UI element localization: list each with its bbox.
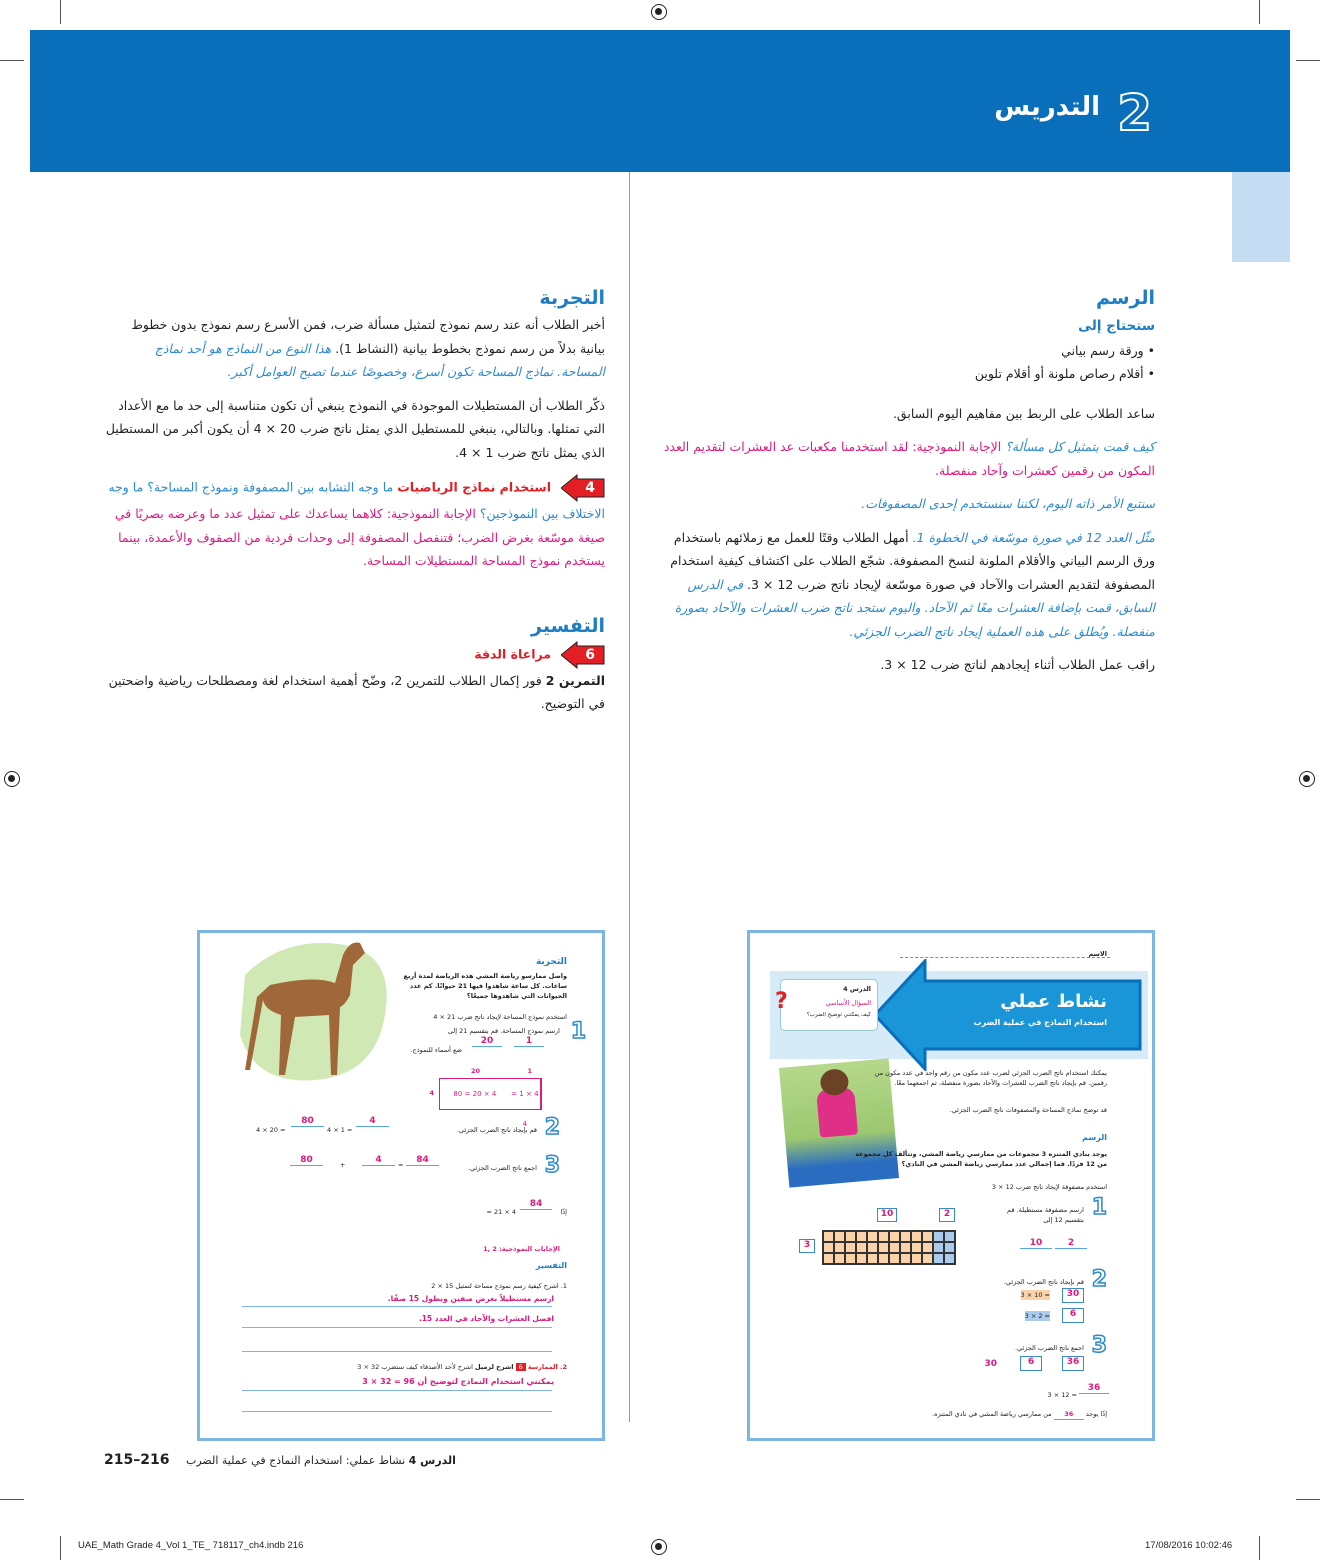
array-cell bbox=[900, 1253, 911, 1264]
paragraph: سنتبع الأمر ذاته اليوم، لكننا سنستخدم إحدى المصفوفات. bbox=[861, 496, 1155, 511]
student-page-thumbnail-left bbox=[197, 930, 605, 1441]
equation: 4 × 1 = bbox=[327, 1126, 353, 1134]
crop-mark bbox=[1296, 60, 1320, 61]
answer-box: 30 bbox=[1062, 1288, 1084, 1303]
lesson-card bbox=[775, 979, 878, 1031]
step-1-tail: ضع أسماء للنموذج. bbox=[410, 1046, 462, 1054]
column-divider bbox=[629, 172, 630, 1422]
answer: افصل العشرات والآحاد في العدد 15. bbox=[418, 1314, 554, 1323]
italic-text: مثّل العدد 12 في صورة موسّعة في الخطوة 1. bbox=[912, 529, 1155, 545]
thumb-heading: الرسم bbox=[1082, 1133, 1107, 1142]
array-cell bbox=[834, 1242, 845, 1253]
array-grid bbox=[822, 1230, 956, 1265]
array-cell bbox=[900, 1242, 911, 1253]
title-arrow bbox=[875, 959, 1145, 1071]
practice-label: استخدام نماذج الرياضيات bbox=[397, 479, 552, 495]
paragraph bbox=[655, 526, 1155, 644]
addend: 30 bbox=[984, 1359, 997, 1369]
crop-mark bbox=[1259, 0, 1260, 24]
model-answer: الإجابة النموذجية: كلاهما يساعدك على تمثيل عدد ما وعرضه بصريًا في صيغة موسّعة بغرض الضرب؛ فتنفصل المصفوفة إلى وحدات فردية من الصفوف والأعمدة، بينما يستخدم نموذج المساحة المستطيلات المساحة. bbox=[114, 506, 605, 568]
intro-text: يمكنك استخدام ناتج الضرب الجزئي لضرب عدد مكون من رقم واحد في عدد مكون من رقمين. قم بإيجاد ناتج الضرب للعشرات والآحاد بصورة منفصلة، ثم اجمعهما معًا. bbox=[874, 1069, 1107, 1087]
answer-blank: 84 bbox=[406, 1155, 439, 1166]
paragraph: ذكّر الطلاب أن المستطيلات الموجودة في النموذج ينبغي أن تكون متناسبة إلى حد ما مع الأعداد التي تمثلها. وبالتالي، ينبغي للمستطيل الذي يمثل ناتج ضرب 20 × 4 أن يكون أكبر من المستطيل الذي يمثل ناتج ضرب 1 × 4. bbox=[105, 397, 605, 460]
question-answer bbox=[655, 435, 1155, 482]
model-label: 20 bbox=[470, 1067, 480, 1075]
step-3-number: 3 bbox=[1091, 1333, 1107, 1358]
text: من ممارسي رياضة المشي في نادي المتنزه. bbox=[932, 1410, 1052, 1418]
array-cell bbox=[889, 1253, 900, 1264]
array-cell bbox=[911, 1253, 922, 1264]
array-cell bbox=[933, 1253, 944, 1264]
array-cell bbox=[911, 1242, 922, 1253]
array-cell bbox=[834, 1231, 845, 1242]
step-2-number: 2 bbox=[544, 1115, 560, 1140]
step-2-text: قم بإيجاد ناتج الضرب الجزئي. bbox=[1003, 1278, 1084, 1286]
crop-mark bbox=[1296, 1499, 1320, 1500]
paragraph: راقب عمل الطلاب أثناء إيجادهم لناتج ضرب 12 × 3. bbox=[880, 657, 1155, 672]
heading-explain: التفسير bbox=[531, 614, 605, 637]
thumb-problem: يوجد بنادي المتنزه 3 مجموعات من ممارسي رياضة المشي، وتتألف كل مجموعة من 12 فردًا. فما إجمالي عدد ممارسي رياضة المشي في النادي؟ bbox=[855, 1150, 1107, 1168]
array-cell bbox=[944, 1253, 955, 1264]
answer-blank: 80 bbox=[290, 1155, 323, 1166]
array-cell bbox=[856, 1253, 867, 1264]
model-label: 1 bbox=[527, 1067, 532, 1075]
array-cell bbox=[889, 1231, 900, 1242]
equation: 3 × 12 = bbox=[1047, 1391, 1077, 1399]
registration-mark-icon bbox=[651, 4, 667, 20]
array-cell bbox=[911, 1231, 922, 1242]
step-2-number: 2 bbox=[1091, 1267, 1107, 1292]
bold-text: اشرح لزميل bbox=[474, 1363, 514, 1371]
answer-blank: 4 bbox=[356, 1116, 389, 1127]
array-cell bbox=[922, 1253, 933, 1264]
paragraph bbox=[105, 669, 605, 716]
registration-mark-icon bbox=[1299, 771, 1315, 787]
array-cell bbox=[845, 1242, 856, 1253]
italic-text: هذا النوع من النماذج هو أحد نماذج المساحة. نماذج المساحة تكون أسرع، وخصوصًا عندما تصبح العوامل أكبر. bbox=[154, 340, 605, 379]
thumb-heading: التجربة bbox=[535, 957, 567, 967]
paragraph bbox=[105, 313, 605, 384]
area-model-cell: 4 × 20 = 80 bbox=[453, 1090, 497, 1098]
math-practice-6 bbox=[105, 641, 605, 669]
text: أمهل الطلاب وقتًا للعمل مع زملائهم باستخدام ورق الرسم البياني والأقلام الملونة لنسخ المصفوفة. شجّع الطلاب على اكتشاف كيفية استخدام المصفوفة لتقديم العشرات والآحاد في صورة موسّعة لإيجاد ناتج ضرب 12 × 3. bbox=[670, 529, 1155, 592]
essential-question-label: السؤال الأساسي bbox=[825, 999, 871, 1007]
material-item: • أقلام رصاص ملونة أو أقلام تلوين bbox=[655, 362, 1155, 386]
page-numbers: 215–216 bbox=[104, 1452, 170, 1468]
practice-number: 6 bbox=[585, 646, 595, 663]
text: فور إكمال الطلاب للتمرين 2، وضّح أهمية استخدام لغة ومصطلحات رياضية واضحتين في التوضيح. bbox=[108, 672, 605, 711]
exercise-2 bbox=[357, 1362, 567, 1372]
exercise-label: 2. الممارسة bbox=[527, 1363, 567, 1371]
array-cell bbox=[856, 1242, 867, 1253]
step-3-text: اجمع ناتج الضرب الجزئي. bbox=[1014, 1344, 1084, 1352]
right-column bbox=[655, 283, 1155, 687]
crop-mark bbox=[0, 1499, 24, 1500]
area-model-cell: 4 × 1 = 4 bbox=[510, 1079, 541, 1109]
array-cell bbox=[922, 1231, 933, 1242]
intro-text: قد توضح نماذج المساحة والمصفوفات ناتج الضرب الجزئي. bbox=[949, 1106, 1107, 1114]
step-3-text: اجمع ناتج الضرب الجزئي. bbox=[467, 1164, 537, 1172]
essential-question: كيف يمكنني توضيح الضرب؟ bbox=[806, 1012, 871, 1018]
answer-blank: 10 bbox=[1020, 1238, 1052, 1249]
array-cell bbox=[878, 1231, 889, 1242]
registration-mark-icon bbox=[4, 771, 20, 787]
step-3-number: 3 bbox=[544, 1153, 560, 1178]
practice-arrow-badge bbox=[561, 641, 605, 669]
material-item: • ورقة رسم بياني bbox=[655, 339, 1155, 363]
array-cell bbox=[845, 1231, 856, 1242]
step-2-text: قم بإيجاد ناتج الضرب الجزئي. bbox=[456, 1126, 537, 1134]
array-cell bbox=[933, 1242, 944, 1253]
file-slug: UAE_Math Grade 4_Vol 1_TE_ 718117_ch4.indb 216 bbox=[78, 1540, 304, 1551]
array-cell bbox=[823, 1231, 834, 1242]
thumb-use: استخدم مصفوفة لإيجاد ناتج ضرب 12 × 3 bbox=[991, 1183, 1107, 1191]
result-prefix: إذًا bbox=[560, 1208, 567, 1216]
answer-box: 6 bbox=[1062, 1308, 1084, 1323]
practice-label: مراعاة الدقة bbox=[474, 646, 552, 661]
practice-badge: 6 bbox=[516, 1363, 526, 1371]
timestamp: 17/08/2016 10:02:46 bbox=[1145, 1540, 1233, 1551]
crop-mark bbox=[1259, 1536, 1260, 1560]
array-cell bbox=[889, 1242, 900, 1253]
materials-list bbox=[655, 339, 1155, 386]
italic-text: في الدرس السابق، قمت بإضافة العشرات معًا ثم الآحاد. واليوم ستجد ناتج ضرب العشرات والآحاد بصورة منفصلة. ويُطلق على هذه العملية إيجاد ناتج الضرب الجزئي. bbox=[674, 576, 1155, 639]
equation: 3 × 2 = bbox=[1024, 1312, 1050, 1320]
answer-blank: 80 bbox=[291, 1116, 324, 1127]
array-cell bbox=[878, 1242, 889, 1253]
practice-number: 4 bbox=[585, 480, 595, 496]
left-column bbox=[105, 283, 605, 726]
heading-explore: التجربة bbox=[539, 287, 605, 309]
array-cell bbox=[856, 1231, 867, 1242]
array-label: 2 bbox=[939, 1208, 955, 1222]
section-number: 2 bbox=[1117, 84, 1152, 142]
answer-blank: 36 bbox=[1079, 1383, 1109, 1394]
registration-mark-icon bbox=[651, 1539, 667, 1555]
array-cell bbox=[834, 1253, 845, 1264]
model-answers: الإجابات النموذجية: 2 ,1 bbox=[483, 1245, 560, 1253]
array-cell bbox=[900, 1231, 911, 1242]
array-cell bbox=[944, 1242, 955, 1253]
math-practice-4 bbox=[105, 474, 605, 573]
lesson-title: نشاط عملي: استخدام النماذج في عملية الضرب bbox=[186, 1454, 406, 1467]
materials-heading: ستحتاج إلى bbox=[1078, 318, 1155, 334]
array-cell bbox=[878, 1253, 889, 1264]
step-1-text: ارسم نموذج المساحة. قم بتقسيم 21 إلى bbox=[447, 1027, 560, 1035]
crop-mark bbox=[60, 1536, 61, 1560]
text: إذًا يوجد bbox=[1085, 1410, 1107, 1418]
array-cell bbox=[845, 1253, 856, 1264]
step-1-text: ارسم مصفوفة مستطيلة. قم بتقسيم 12 إلى bbox=[1007, 1206, 1084, 1224]
crop-mark bbox=[60, 0, 61, 24]
section-title: التدريس bbox=[994, 92, 1100, 122]
answer: ارسم مستطيلاً بعرض صفين وبطول 15 صفًا. bbox=[387, 1294, 554, 1303]
thumb-problem: واصل ممارسو رياضة المشي هذه الرياضة لمدة أربع ساعات. كل ساعة شاهدوا فيها 21 حيوانًا. كم عدد الحيوانات التي شاهدوها جميعًا؟ bbox=[403, 972, 567, 1000]
practice-arrow-badge bbox=[561, 474, 605, 502]
equation: 4 × 20 = bbox=[256, 1126, 286, 1134]
area-model bbox=[439, 1078, 542, 1128]
equals-sign: = bbox=[398, 1161, 404, 1169]
answer-blank: 4 bbox=[362, 1155, 395, 1166]
thumb-use: استخدم نموذج المساحة لإيجاد ناتج ضرب 21 × 4 bbox=[433, 1013, 567, 1021]
text: أخبر الطلاب أنه عند رسم نموذج لتمثيل مسألة ضرب، فمن الأسرع رسم نموذج بدون خطوط بيانية بدلاً من رسم نموذج بخطوط بيانية (النشاط 1). bbox=[131, 317, 605, 356]
activity-subtitle: استخدام النماذج في عملية الضرب bbox=[973, 1018, 1107, 1027]
answer-blank: 2 bbox=[1055, 1238, 1087, 1249]
answer-blank: 20 bbox=[472, 1036, 502, 1047]
student-page-thumbnail-right bbox=[747, 930, 1155, 1441]
deer-image bbox=[225, 935, 395, 1085]
plus-sign: + bbox=[340, 1161, 346, 1169]
array-cell bbox=[823, 1242, 834, 1253]
answer-blank: 36 bbox=[1054, 1409, 1084, 1420]
array-cell bbox=[823, 1253, 834, 1264]
array-cell bbox=[867, 1253, 878, 1264]
step-1-number: 1 bbox=[570, 1019, 586, 1044]
thumb-heading: التفسير bbox=[535, 1261, 567, 1270]
text: اشرح لأحد الأصدقاء كيف ستضرب 32 × 3 bbox=[357, 1363, 473, 1371]
lesson-label: الدرس 4 bbox=[843, 985, 871, 993]
paragraph: ساعد الطلاب على الربط بين مفاهيم اليوم السابق. bbox=[892, 405, 1155, 421]
equation: 4 × 21 = bbox=[486, 1208, 516, 1216]
model-label: 4 bbox=[429, 1089, 434, 1097]
answer-box: 36 bbox=[1062, 1356, 1084, 1371]
answer-blank: 84 bbox=[520, 1199, 552, 1210]
conclusion bbox=[932, 1409, 1107, 1420]
question-mark-icon: ? bbox=[775, 989, 788, 1014]
name-label: الاسم bbox=[1088, 950, 1107, 958]
array-cell bbox=[867, 1231, 878, 1242]
exercise-label: التمرين 2 bbox=[545, 672, 605, 688]
array-label: 10 bbox=[877, 1208, 897, 1222]
step-1-number: 1 bbox=[1091, 1195, 1107, 1220]
answer: يمكنني استخدام النماذج لتوضيح أن 96 = 32 × 3 bbox=[362, 1377, 554, 1386]
answer-blank: 1 bbox=[514, 1036, 544, 1047]
model-answer: الإجابة النموذجية: لقد استخدمنا مكعبات عد العشرات لتقديم العدد المكون من رقمين كعشرات وآحاد منفصلة. bbox=[663, 439, 1155, 478]
array-label: 3 bbox=[799, 1239, 815, 1253]
header-banner bbox=[30, 30, 1290, 172]
array-cell bbox=[933, 1231, 944, 1242]
footer-title bbox=[186, 1454, 456, 1467]
question: كيف قمت بتمثيل كل مسألة؟ bbox=[1005, 439, 1155, 454]
lesson-label: الدرس 4 bbox=[408, 1454, 456, 1467]
activity-title: نشاط عملي bbox=[1000, 991, 1107, 1012]
array-cell bbox=[922, 1242, 933, 1253]
exercise-1: 1. اشرح كيفية رسم نموذج مساحة لتمثيل 15 × 2 bbox=[431, 1282, 567, 1290]
array-cell bbox=[867, 1242, 878, 1253]
array-cell bbox=[944, 1231, 955, 1242]
answer-box: 6 bbox=[1020, 1356, 1042, 1371]
crop-mark bbox=[0, 60, 24, 61]
heading-draw: الرسم bbox=[1095, 287, 1155, 309]
question: ما وجه التشابه بين المصفوفة ونموذج المساحة؟ ما وجه الاختلاف بين النموذجين؟ bbox=[108, 479, 605, 521]
page-tab bbox=[1232, 172, 1290, 262]
equation: 3 × 10 = bbox=[1020, 1291, 1050, 1299]
